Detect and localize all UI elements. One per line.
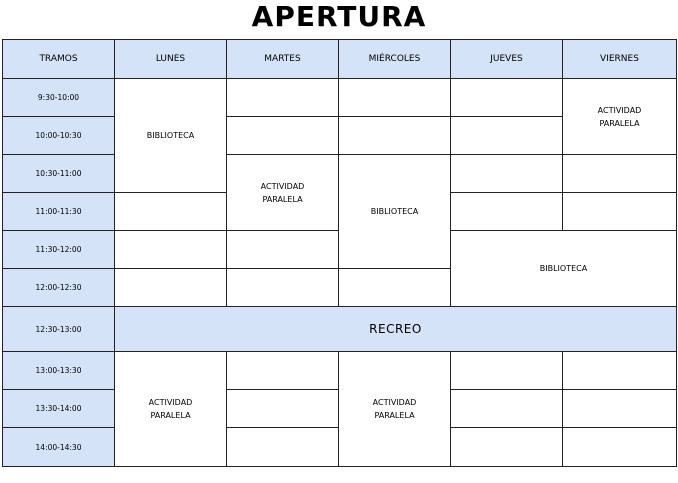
empty-cell — [339, 79, 451, 117]
empty-cell — [227, 269, 339, 307]
empty-cell — [563, 428, 677, 467]
activity-label: BIBLIOTECA — [370, 207, 419, 216]
empty-cell — [451, 390, 563, 428]
header-lunes: LUNES — [115, 40, 227, 79]
activity-label-line2: PARALELA — [599, 118, 640, 128]
activity-label-line1: ACTIVIDAD — [260, 181, 305, 191]
empty-cell — [563, 390, 677, 428]
header-tramos: TRAMOS — [3, 40, 115, 79]
slot-cell: 12:30-13:00 — [3, 307, 115, 352]
empty-cell — [451, 117, 563, 155]
empty-cell — [227, 117, 339, 155]
jueves-viernes-biblioteca — [451, 231, 677, 307]
header-miercoles: MIÉRCOLES — [339, 40, 451, 79]
table-row — [3, 155, 677, 193]
slot-cell: 14:00-14:30 — [3, 428, 115, 467]
table-row — [3, 79, 677, 117]
empty-cell — [227, 79, 339, 117]
slot-cell: 11:30-12:00 — [3, 231, 115, 269]
empty-cell — [451, 155, 563, 193]
header-jueves: JUEVES — [451, 40, 563, 79]
empty-cell — [563, 155, 677, 193]
activity-label-line1: ACTIVIDAD — [372, 398, 417, 407]
empty-cell — [115, 231, 227, 269]
activity-label: BIBLIOTECA — [539, 264, 588, 273]
table-row — [3, 307, 677, 352]
slot-cell: 13:00-13:30 — [3, 352, 115, 390]
schedule-table — [2, 39, 677, 467]
empty-cell — [227, 231, 339, 269]
lunes-actividad-paralela — [115, 352, 227, 467]
table-row — [3, 352, 677, 390]
empty-cell — [563, 352, 677, 390]
header-viernes: VIERNES — [563, 40, 677, 79]
viernes-actividad-paralela — [563, 79, 677, 155]
activity-label-line1: ACTIVIDAD — [597, 105, 642, 115]
empty-cell — [115, 269, 227, 307]
slot-cell: 10:00-10:30 — [3, 117, 115, 155]
recreo-cell: RECREO — [115, 307, 677, 352]
empty-cell — [451, 428, 563, 467]
activity-label-line2: PARALELA — [262, 194, 303, 204]
lunes-biblioteca — [115, 79, 227, 193]
empty-cell — [115, 193, 227, 231]
empty-cell — [339, 117, 451, 155]
empty-cell — [227, 428, 339, 467]
empty-cell — [227, 390, 339, 428]
page-title: APERTURA — [251, 0, 427, 33]
empty-cell — [563, 193, 677, 231]
slot-cell: 12:00-12:30 — [3, 269, 115, 307]
empty-cell — [339, 269, 451, 307]
empty-cell — [451, 352, 563, 390]
slot-cell: 13:30-14:00 — [3, 390, 115, 428]
activity-label: BIBLIOTECA — [146, 131, 195, 140]
activity-label-line1: ACTIVIDAD — [148, 398, 193, 407]
slot-cell: 11:00-11:30 — [3, 193, 115, 231]
header-row — [3, 40, 677, 79]
activity-label-line2: PARALELA — [374, 411, 415, 420]
activity-label-line2: PARALELA — [150, 411, 191, 420]
empty-cell — [227, 352, 339, 390]
miercoles-actividad-paralela — [339, 352, 451, 467]
slot-cell: 9:30-10:00 — [3, 79, 115, 117]
slot-cell: 10:30-11:00 — [3, 155, 115, 193]
martes-actividad-paralela — [227, 155, 339, 231]
miercoles-biblioteca — [339, 155, 451, 269]
header-martes: MARTES — [227, 40, 339, 79]
empty-cell — [451, 79, 563, 117]
empty-cell — [451, 193, 563, 231]
